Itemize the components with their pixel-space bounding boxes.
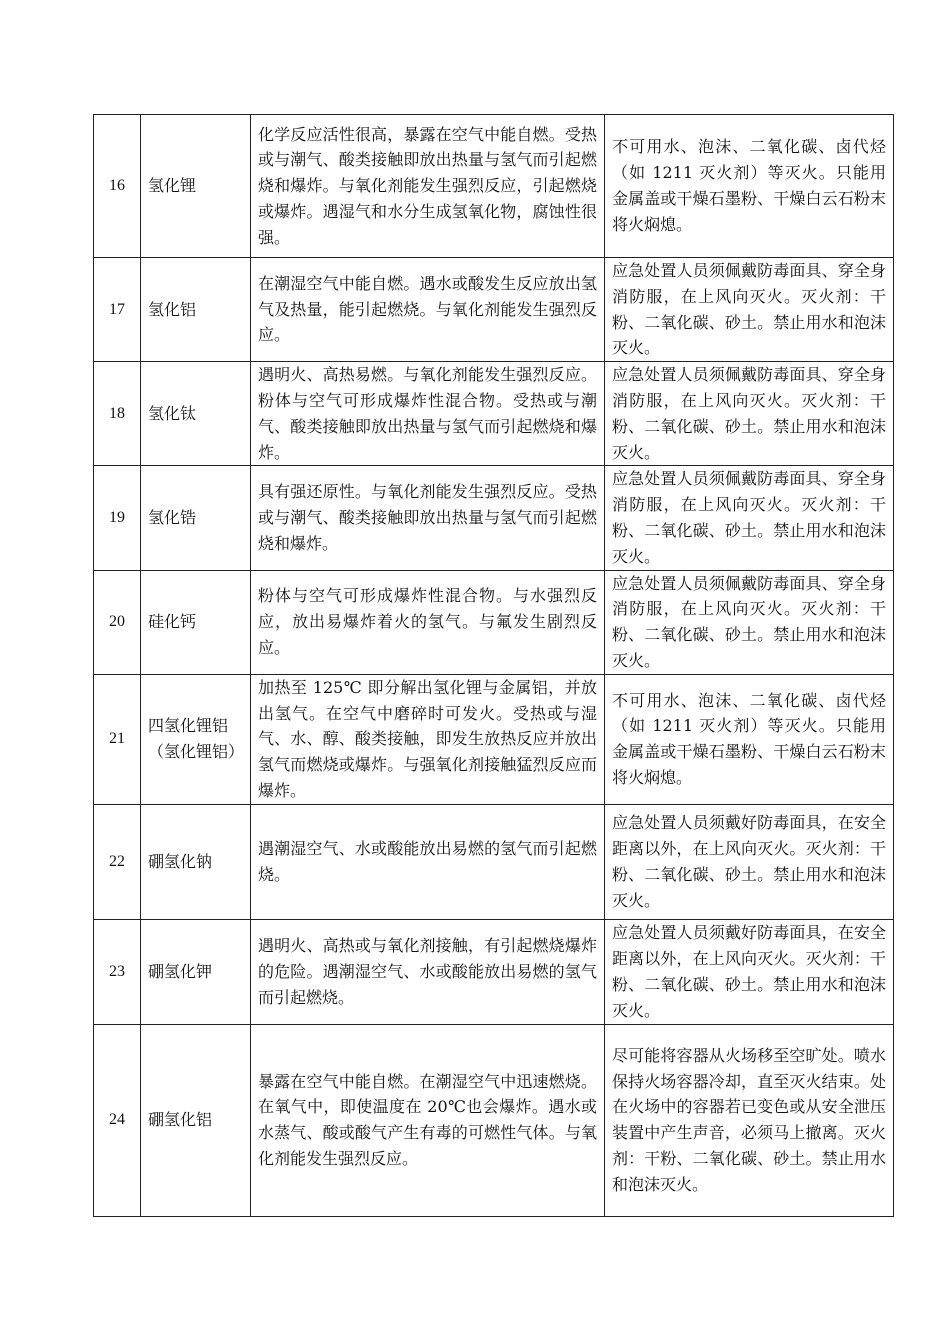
substance-name: 氢化铝	[141, 258, 251, 362]
row-number: 21	[94, 674, 141, 804]
substance-name: 硼氢化钠	[141, 804, 251, 919]
firefighting-method: 应急处置人员须戴好防毒面具，在安全距离以外，在上风向灭火。灭火剂：干粉、二氧化碳、砂土。禁止用水和泡沫灭火。	[605, 919, 894, 1024]
substance-name: 硅化钙	[141, 570, 251, 674]
substance-name: 氢化钛	[141, 362, 251, 466]
hazard-table	[93, 114, 894, 1217]
firefighting-method: 应急处置人员须戴好防毒面具，在安全距离以外，在上风向灭火。灭火剂：干粉、二氧化碳、砂土。禁止用水和泡沫灭火。	[605, 804, 894, 919]
table-body	[94, 115, 894, 1217]
table-row	[94, 258, 894, 362]
hazard-description: 加热至 125℃ 即分解出氢化锂与金属铝，并放出氢气。在空气中磨碎时可发火。受热或与湿气、水、醇、酸类接触，即发生放热反应并放出氢气而燃烧或爆炸。与强氧化剂接触猛烈反应而爆炸。	[251, 674, 605, 804]
hazard-description: 遇明火、高热或与氧化剂接触，有引起燃烧爆炸的危险。遇潮湿空气、水或酸能放出易燃的氢气而引起燃烧。	[251, 919, 605, 1024]
row-number: 23	[94, 919, 141, 1024]
substance-name: 氢化锆	[141, 466, 251, 570]
table-row	[94, 1024, 894, 1216]
table-row	[94, 919, 894, 1024]
hazard-description: 遇明火、高热易燃。与氧化剂能发生强烈反应。粉体与空气可形成爆炸性混合物。受热或与潮气、酸类接触即放出热量与氢气而引起燃烧和爆炸。	[251, 362, 605, 466]
table-row	[94, 674, 894, 804]
firefighting-method: 应急处置人员须佩戴防毒面具、穿全身消防服，在上风向灭火。灭火剂：干粉、二氧化碳、砂土。禁止用水和泡沫灭火。	[605, 466, 894, 570]
hazard-description: 遇潮湿空气、水或酸能放出易燃的氢气而引起燃烧。	[251, 804, 605, 919]
firefighting-method: 应急处置人员须佩戴防毒面具、穿全身消防服，在上风向灭火。灭火剂：干粉、二氧化碳、砂土。禁止用水和泡沫灭火。	[605, 362, 894, 466]
firefighting-method: 不可用水、泡沫、二氧化碳、卤代烃（如 1211 灭火剂）等灭火。只能用金属盖或干燥石墨粉、干燥白云石粉末将火焖熄。	[605, 674, 894, 804]
table-row	[94, 570, 894, 674]
firefighting-method: 应急处置人员须佩戴防毒面具、穿全身消防服，在上风向灭火。灭火剂：干粉、二氧化碳、砂土。禁止用水和泡沫灭火。	[605, 570, 894, 674]
substance-name: 硼氢化钾	[141, 919, 251, 1024]
hazard-description: 具有强还原性。与氧化剂能发生强烈反应。受热或与潮气、酸类接触即放出热量与氢气而引起燃烧和爆炸。	[251, 466, 605, 570]
row-number: 16	[94, 115, 141, 258]
hazard-description: 粉体与空气可形成爆炸性混合物。与水强烈反应，放出易爆炸着火的氢气。与氟发生剧烈反应。	[251, 570, 605, 674]
row-number: 24	[94, 1024, 141, 1216]
hazard-description: 暴露在空气中能自燃。在潮湿空气中迅速燃烧。在氧气中，即使温度在 20℃也会爆炸。遇水或水蒸气、酸或酸气产生有毒的可燃性气体。与氧化剂能发生强烈反应。	[251, 1024, 605, 1216]
row-number: 19	[94, 466, 141, 570]
hazard-description: 在潮湿空气中能自燃。遇水或酸发生反应放出氢气及热量，能引起燃烧。与氧化剂能发生强烈反应。	[251, 258, 605, 362]
firefighting-method: 尽可能将容器从火场移至空旷处。喷水保持火场容器冷却，直至灭火结束。处在火场中的容器若已变色或从安全泄压装置中产生声音，必须马上撤离。灭火剂：干粉、二氧化碳、砂土。禁止用水和泡沫灭火。	[605, 1024, 894, 1216]
substance-name: 氢化锂	[141, 115, 251, 258]
row-number: 17	[94, 258, 141, 362]
table-row	[94, 115, 894, 258]
firefighting-method: 不可用水、泡沫、二氧化碳、卤代烃（如 1211 灭火剂）等灭火。只能用金属盖或干燥石墨粉、干燥白云石粉末将火焖熄。	[605, 115, 894, 258]
substance-name: 硼氢化铝	[141, 1024, 251, 1216]
table-row	[94, 362, 894, 466]
table-row	[94, 466, 894, 570]
firefighting-method: 应急处置人员须佩戴防毒面具、穿全身消防服，在上风向灭火。灭火剂：干粉、二氧化碳、砂土。禁止用水和泡沫灭火。	[605, 258, 894, 362]
hazard-description: 化学反应活性很高，暴露在空气中能自燃。受热或与潮气、酸类接触即放出热量与氢气而引起燃烧和爆炸。与氧化剂能发生强烈反应，引起燃烧或爆炸。遇湿气和水分生成氢氧化物，腐蚀性很强。	[251, 115, 605, 258]
substance-name: 四氢化锂铝（氢化锂铝）	[141, 674, 251, 804]
row-number: 18	[94, 362, 141, 466]
row-number: 22	[94, 804, 141, 919]
row-number: 20	[94, 570, 141, 674]
table-row	[94, 804, 894, 919]
